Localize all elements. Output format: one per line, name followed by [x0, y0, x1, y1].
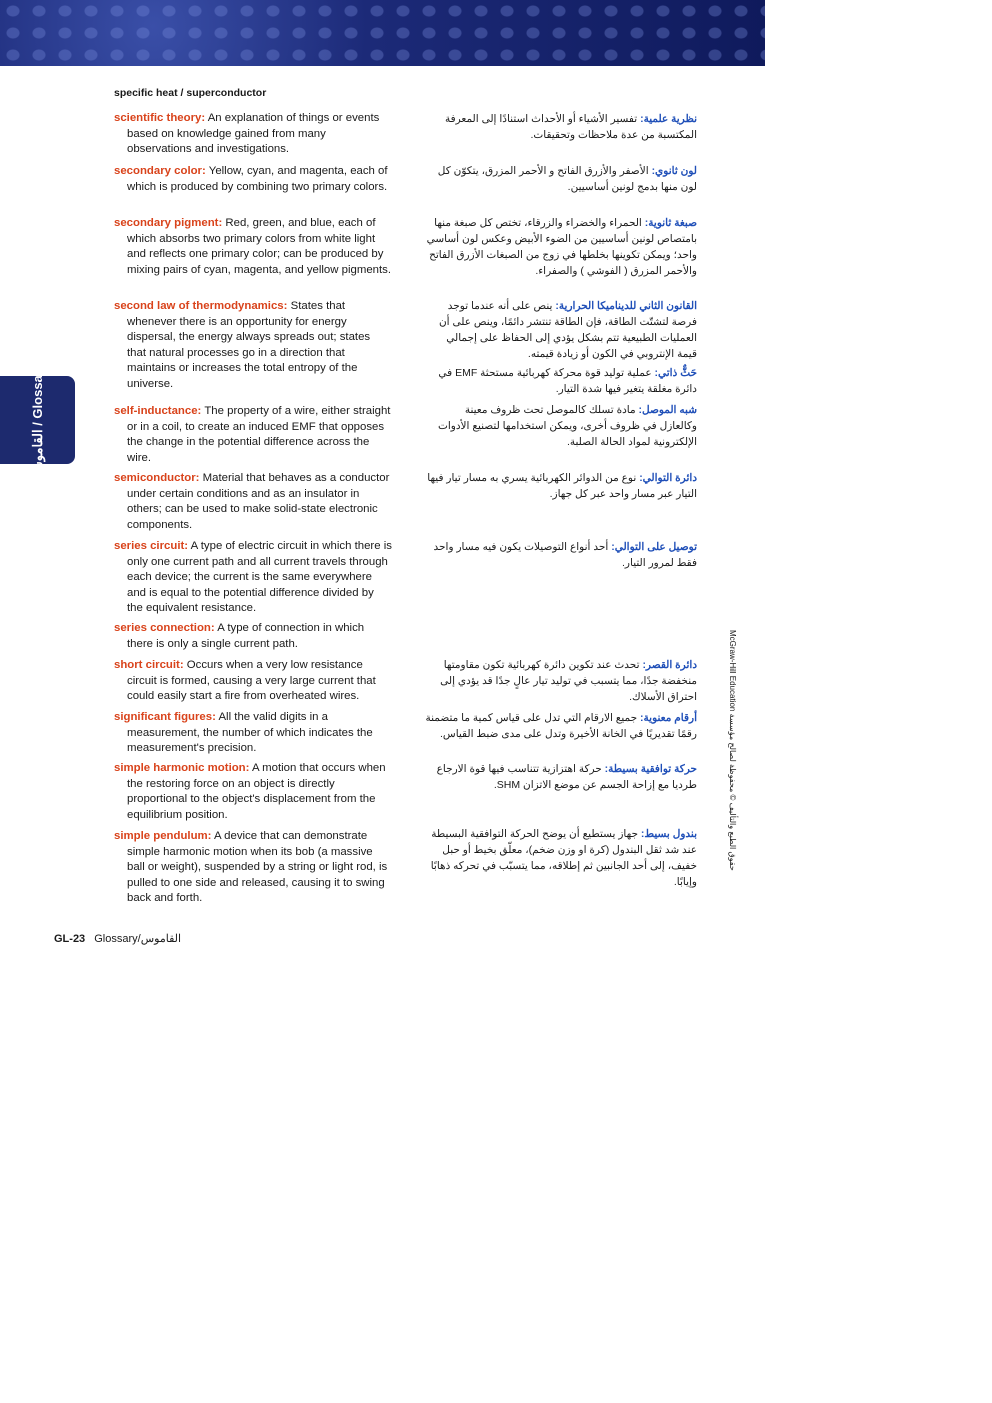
definition-en: A motion that occurs when the restoring force on an object is directly proportional to the object's displacement from the equilibrium position.: [127, 762, 386, 821]
entry-en-6: [114, 539, 392, 617]
definition-ar: جهاز يستطيع أن يوضح الحركة التوافقية البسيطة عند شد ثقل البندول (كرة او وزن ضخم)، معلّق بخيط أو حبل خفيف، إلى أحد الجانبين ثم إطلاقه، مما يتسبّب في تحركه ذهابًا وإيابًا.: [430, 828, 697, 888]
definition-en: Red, green, and blue, each of which absorbs two primary colors from white light and reflects one primary color; can be produced by mixing pairs of cyan, magenta, and yellow pigments.: [127, 217, 392, 276]
definition-ar: أحد أنواع التوصيلات يكون فيه مسار واحد فقط لمرور التيار.: [433, 541, 697, 569]
footer-label: Glossary/القاموس: [94, 933, 182, 945]
term-en: scientific theory:: [114, 112, 206, 124]
term-ar: حركة توافقية بسيطة:: [604, 763, 697, 775]
definition-en: The property of a wire, either straight or in a coil, to create an induced EMF that opposes the change in the potential difference across the wire.: [127, 405, 391, 464]
entry-ar-7: [425, 539, 697, 571]
definition-en: All the valid digits in a measurement, the number of which indicates the measurement's precision.: [127, 711, 373, 755]
definition-ar: جميع الارقام التي تدل على قياس كمية ما متضمنة رقمًا تقديريًا في الخانة الأخيرة وتدل على مدى ضبط القياس.: [425, 712, 697, 740]
definition-en: A type of electric circuit in which there is only one current path and all current travels through each device; the current is the same everywhere and is equal to the potential difference divided by the equivalent resistance.: [127, 540, 392, 615]
entry-en-10: [114, 761, 392, 823]
entry-ar-9: [425, 710, 697, 742]
entry-ar-3: [425, 298, 697, 362]
definition-en: Occurs when a very low resistance circuit is formed, causing a very large current that could easily start a fire from overheated wires.: [127, 659, 376, 703]
entry-en-8: [114, 658, 392, 705]
definition-ar: ينص على أنه عندما توجد فرصة لتشتّت الطاقة، فإن الطاقة تنتشر دائمًا، وينص على أن العمليات الطبيعية تتم بشكل يؤدي إلى الحفاظ على إجمالي قيمة الإنتروبي في الكون أو زيادة قيمته.: [438, 300, 697, 360]
definition-ar: الأصفر والأزرق الفاتح و الأحمر المزرق، يتكوّن كل لون منها بدمج لونين أساسيين.: [437, 165, 697, 193]
definition-ar: مادة تسلك كالموصل تحت ظروف معينة وكالعازل في ظروف أخرى، ويمكن استخدامها لتصنيع الأدوات الإلكترونية لمواد الحالة الصلبة.: [438, 404, 697, 448]
term-en: significant figures:: [114, 711, 216, 723]
entry-en-11: [114, 829, 392, 907]
entry-ar-8: [425, 657, 697, 705]
side-tab-label: القاموس / Glossary: [29, 362, 45, 478]
entry-en-0: [114, 111, 392, 158]
term-ar: لون ثانوي:: [651, 165, 697, 177]
page-number: GL-23: [54, 933, 86, 945]
term-en: secondary pigment:: [114, 217, 223, 229]
term-en: simple harmonic motion:: [114, 762, 250, 774]
definition-en: A type of connection in which there is only a single current path.: [127, 622, 365, 650]
entry-ar-11: [425, 826, 697, 890]
entry-en-3: [114, 299, 392, 393]
copyright-text: McGraw-Hill Education حقوق الطبع والتأليف © محفوظة لصالح مؤسسة: [728, 630, 737, 871]
definition-en: An explanation of things or events based on knowledge gained from many observations and investigations.: [127, 112, 380, 156]
entry-ar-10: [425, 761, 697, 793]
term-en: short circuit:: [114, 659, 184, 671]
term-ar: دائرة القصر:: [642, 659, 697, 671]
top-banner: [0, 0, 765, 66]
definition-en: Yellow, cyan, and magenta, each of which is produced by combining two primary colors.: [127, 165, 388, 193]
glossary-side-tab[interactable]: [0, 362, 75, 478]
page-header: specific heat / superconductor: [114, 87, 267, 99]
definition-ar: حركة اهتزازية تتناسب فيها قوة الارجاع طرديا مع إزاحة الجسم عن موضع الاتزان SHM.: [436, 763, 697, 791]
entry-en-9: [114, 710, 392, 757]
definition-ar: نوع من الدوائر الكهربائية يسري به مسار تيار فيها التيار عبر مسار واحد عبر كل جهاز.: [427, 472, 697, 500]
term-en: second law of thermodynamics:: [114, 300, 288, 312]
entry-ar-6: [425, 470, 697, 502]
term-ar: توصيل على التوالي:: [611, 541, 697, 553]
term-ar: أرقام معنوية:: [640, 712, 697, 724]
entry-ar-1: [425, 163, 697, 195]
copyright-notice: [727, 630, 739, 895]
entry-en-5: [114, 471, 392, 533]
term-en: secondary color:: [114, 165, 206, 177]
term-ar: دائرة التوالي:: [639, 472, 697, 484]
definition-en: A device that can demonstrate simple harmonic motion when its bob (a massive ball or weight), suspended by a string or light rod, is pulled to one side and released, causing it to swing back and forth.: [127, 830, 388, 905]
term-ar: القانون الثاني للديناميكا الحرارية:: [555, 300, 697, 312]
entry-ar-0: [425, 111, 697, 143]
definition-en: States that whenever there is an opportunity for energy dispersal, the energy always spreads out; states that natural processes go in a direction that maintains or increases the total entropy of the universe.: [127, 300, 371, 390]
term-ar: حَثٌّ ذاتي:: [654, 367, 697, 379]
definition-ar: الحمراء والخضراء والزرقاء، تختص كل صبغة منها بامتصاص لونين أساسيين من الضوء الأبيض وعكس لون أساسي واحد؛ ويمكن تكوينها بخلطها في زوج من الصبغات الأزرق الفاتح والأحمر المزرق ( الفوشي ) والصفراء.: [426, 217, 697, 277]
term-ar: بندول بسيط:: [640, 828, 697, 840]
term-ar: نظرية علمية:: [640, 113, 697, 125]
entry-ar-2: [425, 215, 697, 279]
entry-en-1: [114, 164, 392, 195]
entry-en-7: [114, 621, 392, 652]
term-en: semiconductor:: [114, 472, 200, 484]
definition-ar: تفسير الأشياء أو الأحداث استنادًا إلى المعرفة المكتسبة من عدة ملاحظات وتحقيقات.: [444, 113, 697, 141]
entry-en-4: [114, 404, 392, 466]
term-ar: صبغة ثانوية:: [644, 217, 697, 229]
entry-ar-4: [425, 365, 697, 397]
term-en: series circuit:: [114, 540, 189, 552]
term-en: self-inductance:: [114, 405, 202, 417]
term-en: simple pendulum:: [114, 830, 212, 842]
entry-en-2: [114, 216, 392, 278]
definition-en: Material that behaves as a conductor under certain conditions and as an insulator in others; can be used to make solid-state electronic components.: [127, 472, 390, 531]
term-en: series connection:: [114, 622, 215, 634]
term-ar: شبه الموصل:: [638, 404, 697, 416]
entry-ar-5: [425, 402, 697, 450]
page-footer: [54, 932, 181, 945]
definition-ar: عملية توليد قوة محركة كهربائية مستحثة EMF في دائرة مغلقة يتغير فيها شدة التيار.: [438, 367, 697, 395]
definition-ar: تحدث عند تكوين دائرة كهربائية تكون مقاومتها منخفضة جدًا، مما يتسبب في توليد تيار عالٍ جدًا قد يؤدي إلى احتراق الأسلاك.: [440, 659, 697, 703]
